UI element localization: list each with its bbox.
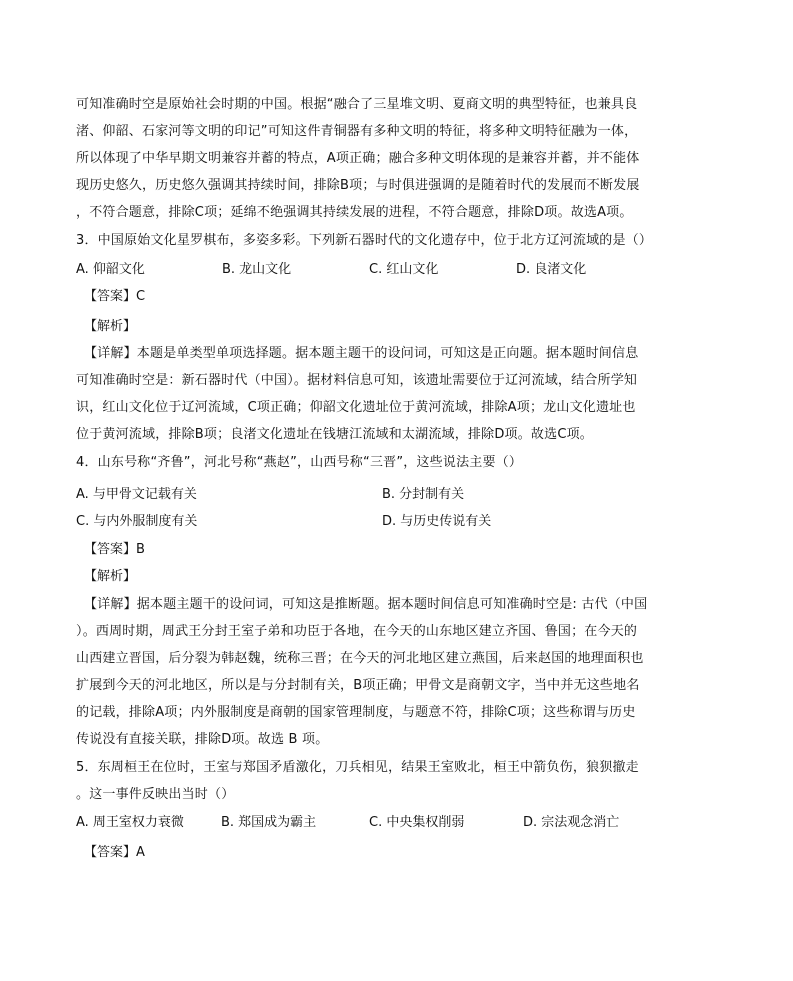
question-3-answer: 【答案】C <box>84 289 146 304</box>
question-4-analysis-line: 扩展到今天的河北地区，所以是与分封制有关，B项正确；甲骨文是商朝文字，当中并无这些地名 <box>76 678 640 693</box>
paragraph-line: 现历史悠久，历史悠久强调其持续时间，排除B项；与时俱进强调的是随着时代的发展而不断发展 <box>76 178 640 193</box>
question-4-analysis-line: ）。西周时期，周武王分封王室子弟和功臣于各地，在今天的山东地区建立齐国、鲁国；在今天的 <box>76 624 638 639</box>
paragraph-line: 可知准确时空是原始社会时期的中国。根据“融合了三星堆文明、夏商文明的典型特征，也兼具良 <box>76 97 638 112</box>
question-5-option-c: C. 中央集权削弱 <box>369 815 465 830</box>
question-3-stem: 3．中国原始文化星罗棋布，多姿多彩。下列新石器时代的文化遗存中，位于北方辽河流域的是（） <box>76 233 653 248</box>
question-3-option-b: B. 龙山文化 <box>222 262 292 277</box>
paragraph-line: 所以体现了中华早期文明兼容并蓄的特点，A项正确；融合多种文明体现的是兼容并蓄，并不能体 <box>76 151 640 166</box>
question-3-analysis-line: 可知准确时空是：新石器时代（中国）。据材料信息可知，该遗址需要位于辽河流域，结合所学知 <box>76 373 638 388</box>
question-3-option-c: C. 红山文化 <box>369 262 439 277</box>
question-4-stem: 4．山东号称“齐鲁”，河北号称“燕赵”，山西号称“三晋”，这些说法主要（） <box>76 455 523 470</box>
question-5-option-d: D. 宗法观念消亡 <box>523 815 620 830</box>
question-3-option-d: D. 良渚文化 <box>516 262 587 277</box>
question-5-stem-line: 。这一事件反映出当时（） <box>76 787 235 802</box>
question-4-analysis-line: 的记载，排除A项；内外服制度是商朝的国家管理制度，与题意不符，排除C项；这些称谓与历史 <box>76 705 636 720</box>
question-4-option-d: D. 与历史传说有关 <box>382 514 492 529</box>
question-4-analysis-label: 【解析】 <box>84 569 137 584</box>
question-3-analysis-line: 识，红山文化位于辽河流域，C项正确；仰韶文化遗址位于黄河流域，排除A项；龙山文化遗址也 <box>76 400 636 415</box>
paragraph-line: ，不符合题意，排除C项；延绵不绝强调其持续发展的进程，不符合题意，排除D项。故选A项。 <box>76 205 633 220</box>
question-4-option-b: B. 分封制有关 <box>382 487 465 502</box>
question-3-analysis-label: 【解析】 <box>84 319 137 334</box>
question-4-analysis-line: 【详解】据本题主题干的设问词，可知这是推断题。据本题时间信息可知准确时空是: 古代（中国 <box>84 597 648 612</box>
question-3-analysis-line: 【详解】本题是单类型单项选择题。据本题主题干的设问词，可知这是正向题。据本题时间信息 <box>84 346 639 361</box>
question-3-analysis-line: 位于黄河流域，排除B项；良渚文化遗址在钱塘江流域和太湖流域，排除D项。故选C项。 <box>76 427 594 442</box>
question-4-analysis-line: 传说没有直接关联，排除D项。故选 B 项。 <box>76 732 329 747</box>
question-5-answer: 【答案】A <box>84 845 145 860</box>
paragraph-line: 渚、仰韶、石家河等文明的印记”可知这件青铜器有多种文明的特征，将多种文明特征融为一体， <box>76 124 638 139</box>
question-4-option-a: A. 与甲骨文记载有关 <box>76 487 197 502</box>
question-5-stem-line: 5．东周桓王在位时，王室与郑国矛盾激化，刀兵相见，结果王室败北，桓王中箭负伤，狼狈撤走 <box>76 760 639 775</box>
question-5-option-b: B. 郑国成为霸主 <box>221 815 317 830</box>
question-4-analysis-line: 山西建立晋国，后分裂为韩赵魏，统称三晋；在今天的河北地区建立燕国，后来赵国的地理面积也 <box>76 651 644 666</box>
question-4-option-c: C. 与内外服制度有关 <box>76 514 198 529</box>
question-3-option-a: A. 仰韶文化 <box>76 262 145 277</box>
question-4-answer: 【答案】B <box>84 542 145 557</box>
question-5-option-a: A. 周王室权力衰微 <box>76 815 184 830</box>
